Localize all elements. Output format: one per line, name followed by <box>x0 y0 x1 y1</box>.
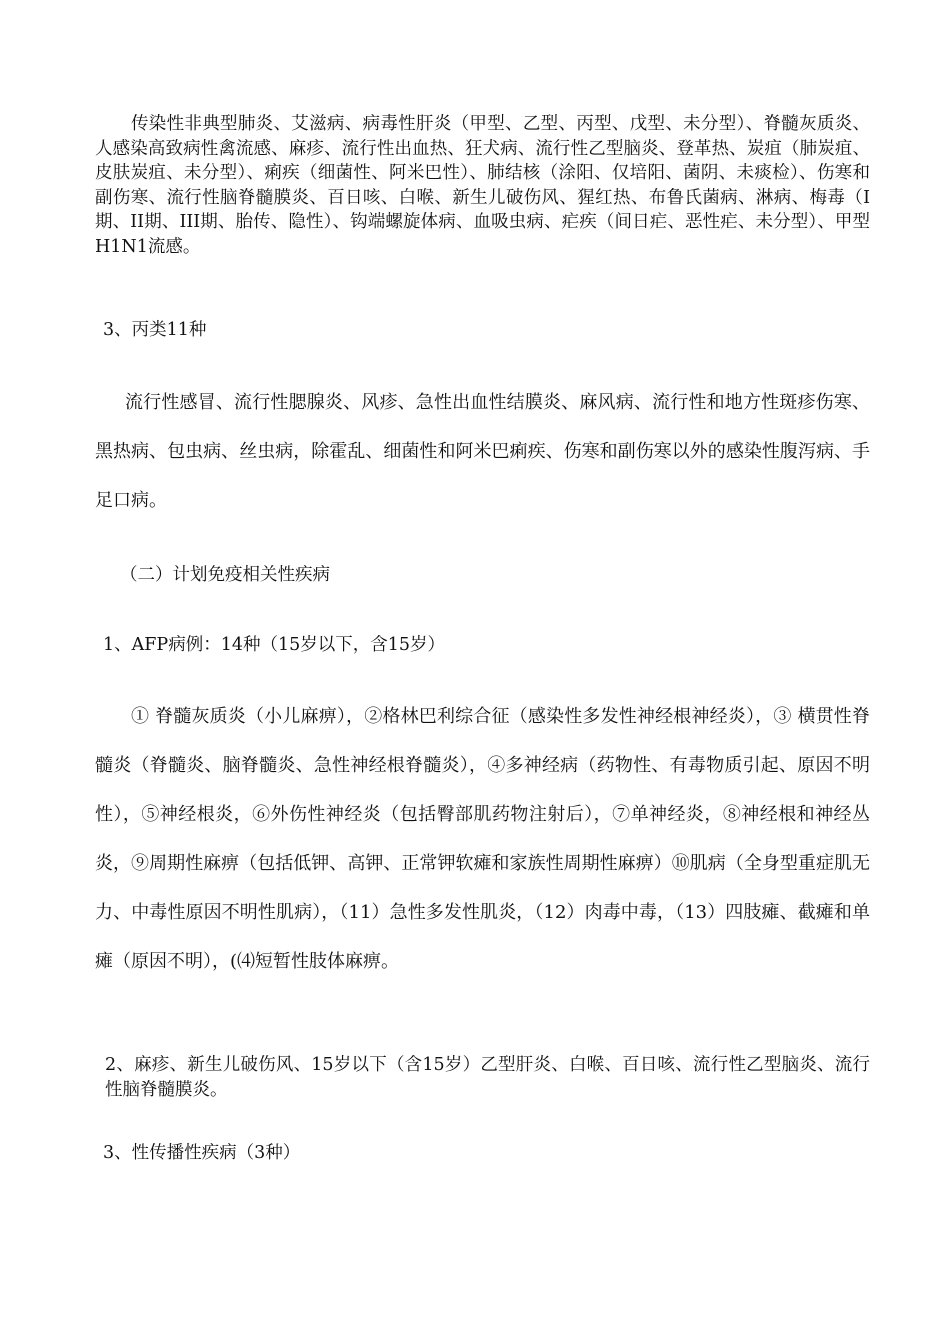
heading-immunization: （二）计划免疫相关性疾病 <box>120 565 330 585</box>
paragraph-class-c-diseases: 流行性感冒、流行性腮腺炎、风疹、急性出血性结膜炎、麻风病、流行性和地方性斑疹伤寒、黑热病、包虫病、丝虫病，除霍乱、细菌性和阿米巴痢疾、伤寒和副伤寒以外的感染性腹泻病、手足口病。 <box>95 392 870 511</box>
heading-afp-cases: 1、AFP病例：14种（15岁以下，含15岁） <box>103 635 445 655</box>
heading-std: 3、性传播性疾病（3种） <box>103 1143 301 1163</box>
heading-class-c: 3、丙类11种 <box>103 320 207 340</box>
paragraph-afp-list: ① 脊髓灰质炎（小儿麻痹），②格林巴利综合征（感染性多发性神经根神经炎），③ 横贯性脊髓炎（脊髓炎、脑脊髓炎、急性神经根脊髓炎），④多神经病（药物性、有毒物质引起、原因不明性），⑤神经根炎，⑥外伤性神经炎（包括臀部肌药物注射后），⑦单神经炎，⑧神经根和神经丛炎，⑨周期性麻痹（包括低钾、高钾、正常钾软瘫和家族性周期性麻痹）⑩肌病（全身型重症肌无力、中毒性原因不明性肌病），（11）急性多发性肌炎，（12）肉毒中毒，（13）四肢瘫、截瘫和单瘫（原因不明），(⑷短暂性肢体麻痹。 <box>95 706 870 972</box>
paragraph-notifiable-diseases: 传染性非典型肺炎、艾滋病、病毒性肝炎（甲型、乙型、丙型、戊型、未分型）、脊髓灰质炎、人感染高致病性禽流感、麻疹、流行性出血热、狂犬病、流行性乙型脑炎、登革热、炭疽（肺炭疽、皮肤炭疽、未分型）、痢疾（细菌性、阿米巴性）、肺结核（涂阳、仅培阳、菌阴、未痰检）、伤寒和副伤寒、流行性脑脊髓膜炎、百日咳、白喉、新生儿破伤风、猩红热、布鲁氏菌病、淋病、梅毒（I期、II期、III期、胎传、隐性）、钩端螺旋体病、血吸虫病、疟疾（间日疟、恶性疟、未分型）、甲型H1N1流感。 <box>95 114 870 257</box>
paragraph-item-2: 2、麻疹、新生儿破伤风、15岁以下（含15岁）乙型肝炎、白喉、百日咳、流行性乙型脑炎、流行性脑脊髓膜炎。 <box>105 1055 870 1100</box>
